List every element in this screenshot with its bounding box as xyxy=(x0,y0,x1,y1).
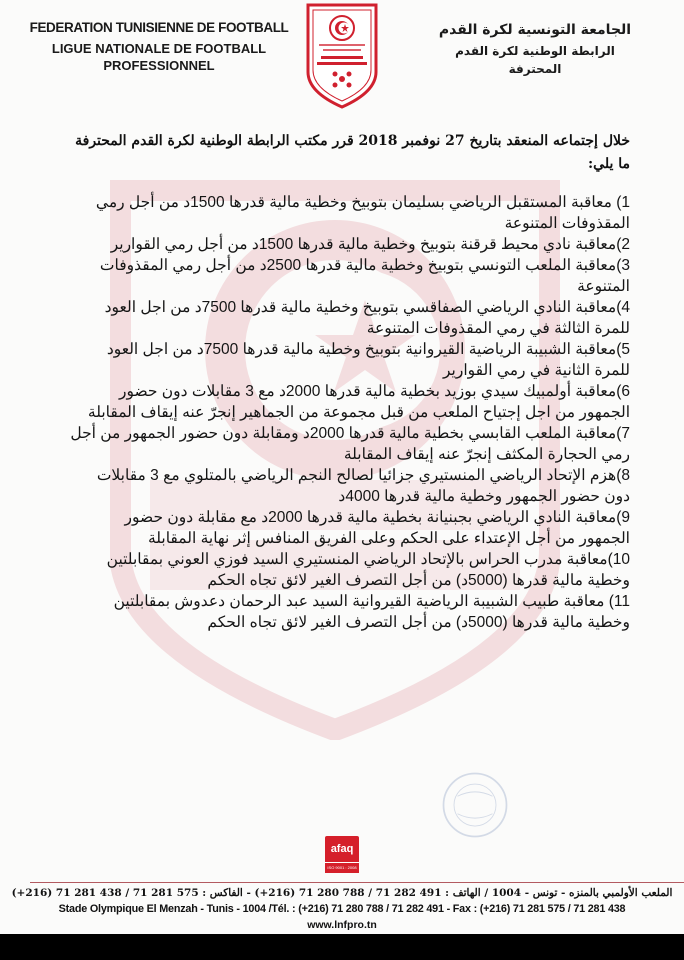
header-french xyxy=(24,20,294,73)
sanction-item: 7)معاقبة الملعب القابسي بخطية مالية قدرها 2000د ومقابلة دون حضور الجمهور من أجل رمي الحجارة المكثف إنجرّ عنه إيقاف المقابلة xyxy=(70,425,630,463)
sanction-item: 1) معاقبة المستقبل الرياضي بسليمان بتوبيخ وخطية مالية قدرها 1500د من أجل رمي المقذوفات المتنوعة xyxy=(95,194,630,232)
league-name-ar-line1: الرابطة الوطنية لكرة القدم xyxy=(455,44,615,58)
sanction-item: 9)معاقبة النادي الرياضي بجبنيانة بخطية مالية قدرها 2000د مع مقابلة دون حضور الجمهور من أجل الإعتداء على الحكم وعلى الفريق المنافس إثر نهاية المقابلة xyxy=(124,509,630,547)
federation-name-fr: FEDERATION TUNISIENNE DE FOOTBALL xyxy=(29,20,289,35)
footer-address-fr: Stade Olympique El Menzah - Tunis - 1004 /Tél. : (+216) 71 280 788 / 71 282 491 - Fax : (+216) 71 281 575 / 71 281 438 xyxy=(58,903,626,915)
federation-name-ar: الجامعة التونسية لكرة القدم xyxy=(438,22,632,38)
footer-website[interactable]: www.lnfpro.tn xyxy=(307,919,377,931)
iso-standard: ISO 9001 : 2008 xyxy=(325,862,359,873)
sanction-item: 8)هزم الإتحاد الرياضي المنستيري جزائيا لصالح النجم الرياضي بالمتلوي مع 3 مقابلات دون حضور الجمهور وخطية مالية قدرها 4000د xyxy=(96,467,630,505)
header-arabic xyxy=(410,22,660,76)
footer-address-ar: الملعب الأولمبي بالمنزه - تونس - 1004 / الهاتف : 491 282 71 / 788 280 71 (216+) - الفاكس : 575 281 71 / 438 281 71 (216+) xyxy=(11,887,673,899)
sanction-item: 2)معاقبة نادي محيط قرقنة بتوبيخ وخطية مالية قدرها 1500د من أجل رمي القوارير xyxy=(110,236,630,253)
afaq-certification-logo xyxy=(325,836,359,874)
league-crest-icon xyxy=(305,2,379,110)
stamp-icon xyxy=(440,770,510,840)
sanction-item: 4)معاقبة النادي الرياضي الصفاقسي بتوبيخ وخطية مالية قدرها 7500د من اجل العود للمرة الثالثة في رمي المقذوفات المتنوعة xyxy=(104,299,630,337)
decision-intro: خلال إجتماعه المنعقد بتاريخ 27 نوفمبر 2018 قرر مكتب الرابطة الوطنية لكرة القدم المحترفة ما يلي: xyxy=(75,133,630,172)
sanction-item: 3)معاقبة الملعب التونسي بتوبيخ وخطية مالية قدرها 2500د من أجل رمي المقذوفات المتنوعة xyxy=(99,257,630,295)
sanction-item: 10)معاقبة مدرب الحراس بالإتحاد الرياضي المنستيري السيد فوزي العوني بمقابلتين وخطية مالية قدرها (5000د) من أجل التصرف الغير لائق تجاه الحكم xyxy=(106,551,630,589)
footer-divider xyxy=(30,882,684,883)
league-name-fr-line2: PROFESSIONNEL xyxy=(103,58,215,73)
sanction-item: 6)معاقبة أولمبيك سيدي بوزيد بخطية مالية قدرها 2000د مع 3 مقابلات دون حضور الجمهور من اجل إجتياح الملعب من قبل مجموعة من الجماهير إنجرّ عنه إيقاف المقابلة xyxy=(87,383,630,421)
league-name-ar-line2: المحترفة xyxy=(508,62,562,76)
sanction-item: 5)معاقبة الشبيبة الرياضية القيروانية بتوبيخ وخطية مالية قدرها 7500د من اجل العود للمرة الثانية في رمي القوارير xyxy=(106,341,630,379)
league-name-fr-line1: LIGUE NATIONALE DE FOOTBALL xyxy=(51,41,267,56)
afaq-brand: afaq xyxy=(325,836,359,862)
sanction-item: 11) معاقبة طبيب الشبيبة الرياضية القيروانية السيد عبد الرحمان دعدوش بمقابلتين وخطية مالية قدرها (5000د) من أجل التصرف الغير لائق تجاه الحكم xyxy=(113,593,630,631)
sanctions-list xyxy=(70,192,630,633)
